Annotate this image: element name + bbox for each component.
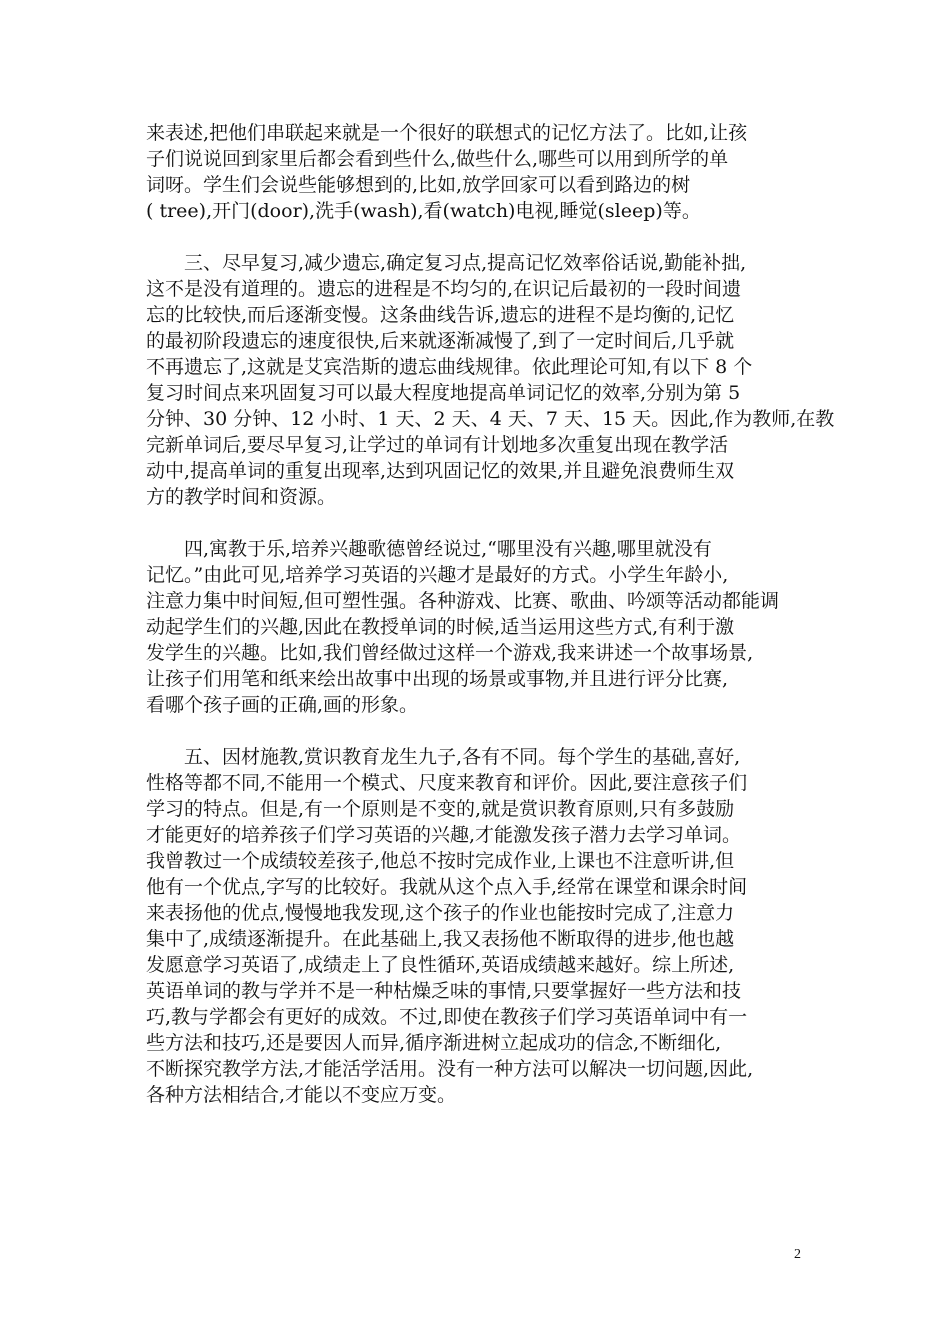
text-line: 分钟、30 分钟、12 小时、1 天、2 天、4 天、7 天、15 天。因此,作为教师,在教	[146, 408, 835, 430]
text-line: 四,寓教于乐,培养兴趣歌德曾经说过,“哪里没有兴趣,哪里就没有	[146, 538, 712, 560]
text-line: 发学生的兴趣。比如,我们曾经做过这样一个游戏,我来讲述一个故事场景,	[146, 642, 754, 664]
text-line: 我曾教过一个成绩较差孩子,他总不按时完成作业,上课也不注意听讲,但	[146, 850, 735, 872]
text-line: 来表述,把他们串联起来就是一个很好的联想式的记忆方法了。比如,让孩	[146, 122, 748, 144]
text-line: 不断探究教学方法,才能活学活用。没有一种方法可以解决一切问题,因此,	[146, 1058, 754, 1080]
text-line: 性格等都不同,不能用一个模式、尺度来教育和评价。因此,要注意孩子们	[146, 772, 748, 794]
text-line: 些方法和技巧,还是要因人而异,循序渐进树立起成功的信念,不断细化,	[146, 1032, 722, 1054]
text-line: 动起学生们的兴趣,因此在教授单词的时候,适当运用这些方式,有利于激	[146, 616, 735, 638]
text-line: 注意力集中时间短,但可塑性强。各种游戏、比赛、歌曲、吟颂等活动都能调	[146, 590, 780, 612]
paragraph-section-five	[146, 744, 826, 1108]
text-line: 的最初阶段遗忘的速度很快,后来就逐渐减慢了,到了一定时间后,几乎就	[146, 330, 735, 352]
text-line: 英语单词的教与学并不是一种枯燥乏味的事情,只要掌握好一些方法和技	[146, 980, 742, 1002]
text-line: 忘的比较快,而后逐渐变慢。这条曲线告诉,遗忘的进程不是均衡的,记忆	[146, 304, 735, 326]
paragraph-section-four	[146, 536, 826, 718]
text-line: 五、因材施教,赏识教育龙生九子,各有不同。每个学生的基础,喜好,	[146, 746, 741, 768]
text-line: 看哪个孩子画的正确,画的形象。	[146, 694, 419, 716]
text-line: 记忆。”由此可见,培养学习英语的兴趣才是最好的方式。小学生年龄小,	[146, 564, 729, 586]
text-line: 动中,提高单词的重复出现率,达到巩固记忆的效果,并且避免浪费师生双	[146, 460, 735, 482]
text-line: 子们说说回到家里后都会看到些什么,做些什么,哪些可以用到所学的单	[146, 148, 729, 170]
text-line: 发愿意学习英语了,成绩走上了良性循环,英语成绩越来越好。综上所述,	[146, 954, 735, 976]
body-text	[146, 120, 835, 1134]
text-line: 复习时间点来巩固复习可以最大程度地提高单词记忆的效率,分别为第 5	[146, 382, 741, 404]
text-line: 才能更好的培养孩子们学习英语的兴趣,才能激发孩子潜力去学习单词。	[146, 824, 742, 846]
page-number: 2	[794, 1247, 801, 1262]
text-line: 三、尽早复习,减少遗忘,确定复习点,提高记忆效率俗话说,勤能补拙,	[146, 252, 747, 274]
text-line: 完新单词后,要尽早复习,让学过的单词有计划地多次重复出现在教学活	[146, 434, 729, 456]
text-line: ( tree),开门(door),洗手(wash),看(watch)电视,睡觉(sleep)等。	[146, 200, 701, 222]
paragraph-section-three	[146, 250, 835, 510]
text-line: 学习的特点。但是,有一个原则是不变的,就是赏识教育原则,只有多鼓励	[146, 798, 735, 820]
text-line: 不再遗忘了,这就是艾宾浩斯的遗忘曲线规律。依此理论可知,有以下 8 个	[146, 356, 753, 378]
paragraph-memory-association	[146, 120, 826, 224]
text-line: 这不是没有道理的。遗忘的进程是不均匀的,在识记后最初的一段时间遗	[146, 278, 742, 300]
text-line: 词呀。学生们会说些能够想到的,比如,放学回家可以看到路边的树	[146, 174, 691, 196]
text-line: 巧,教与学都会有更好的成效。不过,即使在教孩子们学习英语单词中有一	[146, 1006, 748, 1028]
text-line: 来表扬他的优点,慢慢地我发现,这个孩子的作业也能按时完成了,注意力	[146, 902, 735, 924]
text-line: 各种方法相结合,才能以不变应万变。	[146, 1084, 457, 1106]
text-line: 方的教学时间和资源。	[146, 486, 337, 508]
text-line: 让孩子们用笔和纸来绘出故事中出现的场景或事物,并且进行评分比赛,	[146, 668, 729, 690]
text-line: 他有一个优点,字写的比较好。我就从这个点入手,经常在课堂和课余时间	[146, 876, 748, 898]
text-line: 集中了,成绩逐渐提升。在此基础上,我又表扬他不断取得的进步,他也越	[146, 928, 735, 950]
